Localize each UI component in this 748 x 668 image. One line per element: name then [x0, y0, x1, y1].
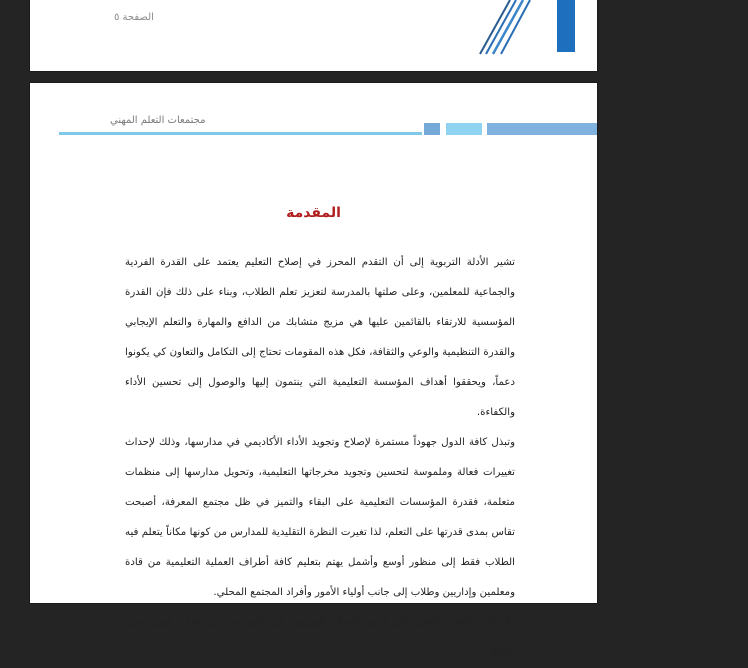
paragraph: وتبذل كافة الدول جهوداً مستمرة لإصلاح وتجويد الأداء الأكاديمي في مدارسها، وذلك لإحداث تغييرات فعالة وملموسة لتحسين وتجويد مخرجاتها التعليمية، وتحويل مدارسها إلى منظمات متعلمة، فقدرة المؤسسات التعليمية على البقاء والتميز في ظل مجتمع المعرفة، أصبحت تقاس بمدى قدرتها على التعلم، لذا تغيرت النظرة التقليدية للمدارس من كونها مكاناً يتعلم فيه الطلاب فقط إلى منظور أوسع وأشمل يهتم بتعليم كافة أطراف العملية التعليمية من قادة ومعلمين وإداريين وطلاب إلى جانب أولياء الأمور وأفراد المجتمع المحلي. [125, 437, 515, 598]
paragraph: وقد أثبت الاتجاه القائم على فرض الإصلاح التعليمي على المدرسة من الخارج فشله وفي النتائج [125, 617, 515, 658]
header-rule [59, 132, 422, 135]
previous-page [30, 0, 597, 71]
header-block-large [487, 123, 597, 135]
current-page [30, 83, 597, 658]
decorative-bar [557, 0, 575, 52]
header-block-medium [446, 123, 482, 135]
body-text [125, 248, 515, 668]
decorative-stripes [476, 0, 532, 54]
section-heading: المقدمة [286, 205, 341, 221]
paragraph: تشير الأدلة التربوية إلى أن التقدم المحرز في إصلاح التعليم يعتمد على القدرة الفردية والجماعية للمعلمين، وعلى صلتها بالمدرسة لتعزيز تعلم الطلاب، وبناء على ذلك فإن القدرة المؤسسية للارتقاء بالقائمين عليها هي مزيج متشابك من الدافع والمهارة والتعلم الإيجابي والقدرة التنظيمية والوعي والثقافة، فكل هذه المقومات تحتاج إلى التكامل والتعاون كي يكونوا دعماً، ويحققوا أهداف المؤسسة التعليمية التي ينتمون إليها والوصول إلى تحسين الأداء والكفاءة. [125, 257, 515, 418]
header-block-small [424, 123, 440, 135]
header-title: مجتمعات التعلم المهني [110, 115, 206, 126]
page-number: الصفحة ٥ [114, 12, 154, 23]
